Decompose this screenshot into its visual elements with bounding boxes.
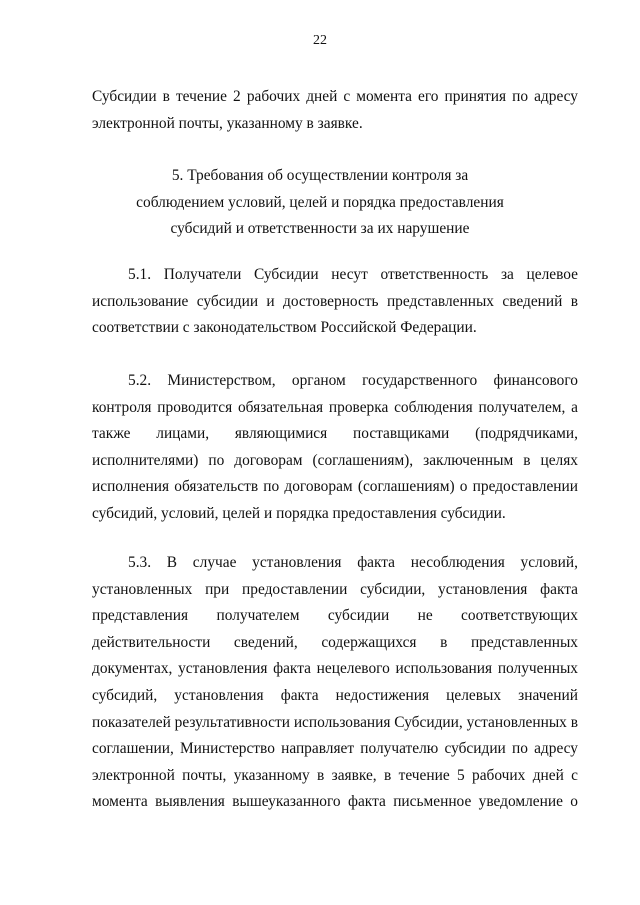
text-line: показателей результативности использования Субсидии, установленных в [92, 713, 578, 731]
heading-line: соблюдением условий, целей и порядка предоставления [136, 193, 504, 211]
text-line: электронной почты, указанному в заявке. [92, 114, 363, 132]
text-line: установленных при предоставлении субсидии, установления факта [92, 580, 578, 598]
text-line: Субсидии в течение 2 рабочих дней с момента его принятия по адресу [92, 88, 578, 105]
text-line: представления получателем субсидии не соответствующих [92, 607, 578, 625]
heading-line: субсидий и ответственности за их нарушение [170, 220, 470, 238]
paragraph-5-2 [92, 368, 578, 528]
text-line: субсидий, установления факта недостижения целевых значений [92, 686, 578, 704]
heading-line: 5. Требования об осуществлении контроля за [171, 167, 469, 184]
paragraph-5-1 [92, 262, 578, 342]
text-line: субсидий, условий, целей и порядка предоставления субсидии. [92, 504, 506, 522]
text-line: соглашении, Министерство направляет получателю субсидии по адресу [92, 740, 578, 758]
text-line: документах, установления факта нецелевого использования полученных [92, 660, 578, 678]
page-number: 22 [313, 33, 327, 48]
text-line: действительности сведений, содержащихся в представленных [92, 633, 578, 651]
text-line: контроля проводится обязательная проверка соблюдения получателем, а [92, 398, 578, 416]
paragraph-5-3 [92, 550, 578, 816]
text-line: использование субсидии и достоверность представленных сведений в [92, 292, 578, 310]
text-line: исполнения обязательств по договорам (соглашениям) о предоставлении [92, 478, 578, 496]
text-line: также лицами, являющимися поставщиками (подрядчиками, [92, 425, 578, 443]
text-line: 5.3. В случае установления факта несоблюдения условий, [128, 554, 578, 571]
continuation-paragraph [92, 84, 578, 137]
text-line: 5.2. Министерством, органом государственного финансового [128, 372, 578, 389]
text-line: 5.1. Получатели Субсидии несут ответственность за целевое [128, 266, 578, 283]
text-line: электронной почты, указанному в заявке, в течение 5 рабочих дней с [92, 766, 578, 784]
text-line: соответствии с законодательством Российской Федерации. [92, 319, 477, 337]
text-line: исполнителями) по договорам (соглашениям), заключенным в целях [92, 451, 578, 469]
text-line: момента выявления вышеуказанного факта письменное уведомление о [92, 793, 578, 811]
section-heading [0, 163, 640, 243]
